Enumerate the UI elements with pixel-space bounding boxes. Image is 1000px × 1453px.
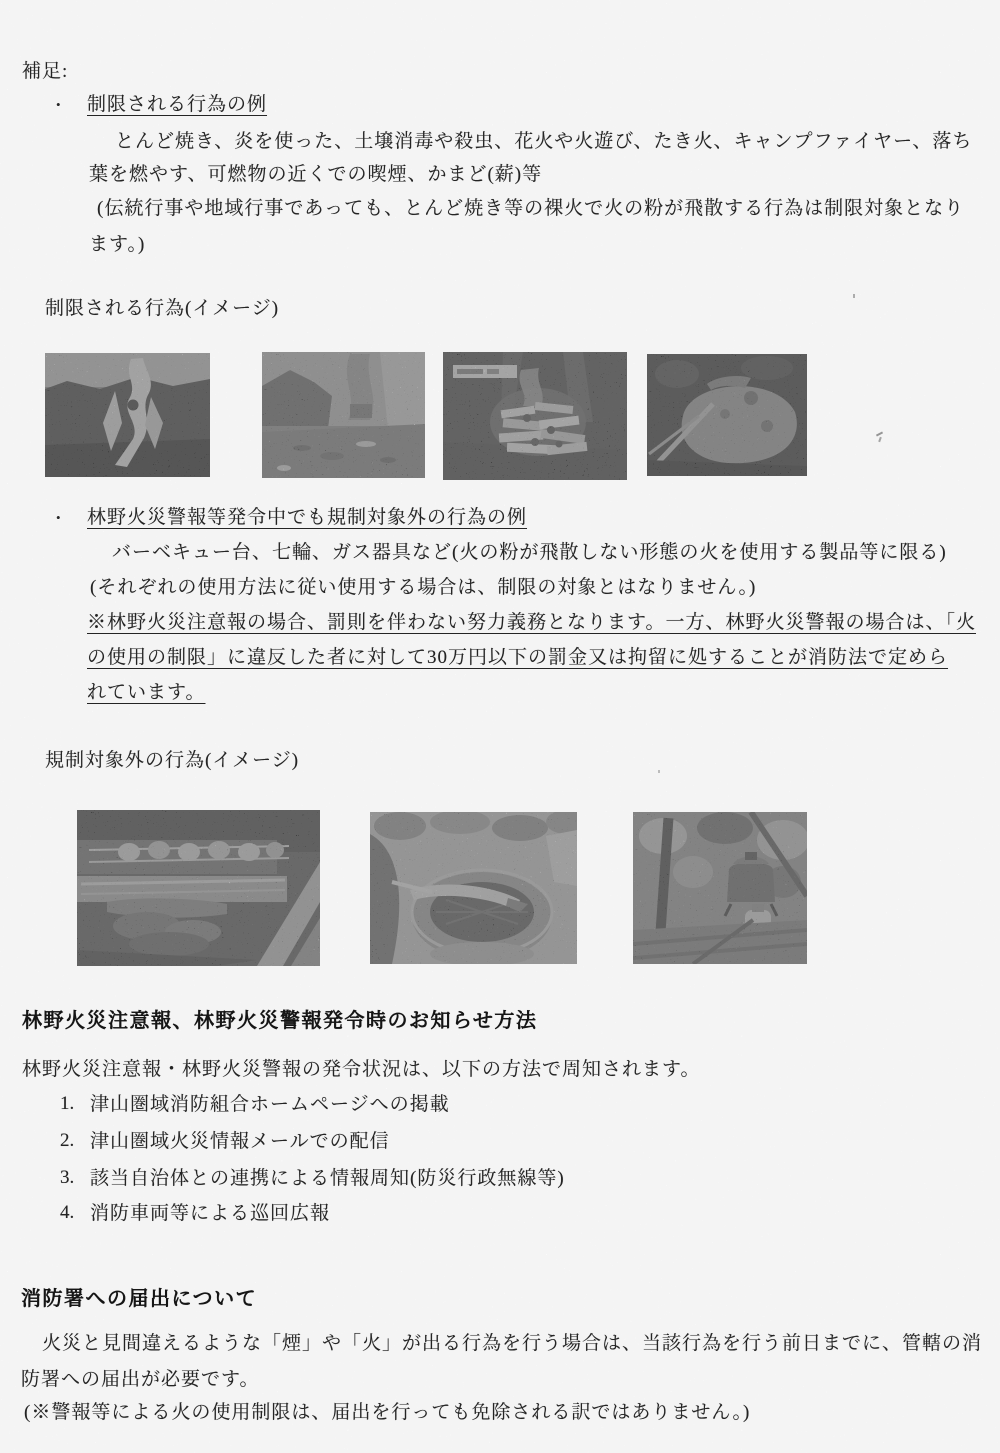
notice-item-text: 該当自治体との連携による情報周知(防災行政無線等) <box>90 1168 565 1189</box>
shichirin-grill-photo <box>370 812 577 964</box>
bullet1-line-4: ます。) <box>89 234 146 255</box>
kamado-fire-photo <box>647 354 807 476</box>
bullet2-note-line-2: の使用の制限」に違反した者に対して30万円以下の罰金又は拘留に処することが消防法で定めら <box>87 647 949 668</box>
bullet2-line-2: (それぞれの使用方法に従い使用する場合は、制限の対象とはなりません。) <box>90 577 757 598</box>
bullet2-line-1: バーベキュー台、七輪、ガス器具など(火の粉が飛散しない形態の火を使用する製品等に限る) <box>112 542 947 563</box>
bullet1-title: 制限される行為の例 <box>87 94 268 115</box>
tondo-bonfire-photo <box>45 353 210 477</box>
notice-item-number: 2. <box>60 1130 75 1151</box>
report-line-1: 火災と見間違えるような「煙」や「火」が出る行為を行う場合は、当該行為を行う前日までに、管轄の消 <box>22 1333 983 1354</box>
notice-item-number: 4. <box>60 1202 75 1223</box>
supplement-label: 補足: <box>22 61 69 82</box>
notice-item-text: 津山圏域消防組合ホームページへの掲載 <box>90 1094 450 1115</box>
bullet2-title: 林野火災警報等発令中でも規制対象外の行為の例 <box>87 507 528 528</box>
bullet2-marker: • <box>56 510 61 525</box>
notice-item-text: 消防車両等による巡回広報 <box>90 1203 331 1224</box>
bullet2-note-line-1: ※林野火災注意報の場合、罰則を伴わない努力義務となります。一方、林野火災警報の場合は、「火 <box>87 612 976 633</box>
notice-section-heading: 林野火災注意報、林野火災警報発令時のお知らせ方法 <box>22 1010 538 1032</box>
bullet2-note-line-3: れています。 <box>87 682 206 703</box>
bbq-grill-photo <box>77 810 320 966</box>
bullet1-line-2: 葉を燃やす、可燃物の近くでの喫煙、かまど(薪)等 <box>89 164 543 185</box>
report-section-heading: 消防署への届出について <box>21 1288 258 1310</box>
open-field-burning-photo <box>262 352 425 478</box>
scan-artifact <box>853 294 855 298</box>
notice-section-intro: 林野火災注意報・林野火災警報の発令状況は、以下の方法で周知されます。 <box>22 1059 701 1080</box>
scan-artifact <box>658 770 660 773</box>
notice-item-text: 津山圏域火災情報メールでの配信 <box>90 1131 390 1152</box>
notice-item-number: 3. <box>60 1167 75 1188</box>
report-line-2: 防署への届出が必要です。 <box>21 1369 260 1390</box>
bullet1-marker: • <box>56 97 61 112</box>
exempt-images-caption: 規制対象外の行為(イメージ) <box>45 750 300 771</box>
bullet1-line-1: とんど焼き、炎を使った、土壌消毒や殺虫、花火や火遊び、たき火、キャンプファイヤー、落ち <box>115 131 973 152</box>
restricted-images-caption: 制限される行為(イメージ) <box>45 298 280 319</box>
bullet1-line-3: (伝統行事や地域行事であっても、とんど焼き等の裸火で火の粉が飛散する行為は制限対象となり <box>97 198 965 219</box>
scan-artifact <box>878 437 882 442</box>
gas-burner-photo <box>633 812 807 964</box>
campfire-woodpile-photo <box>443 352 627 480</box>
report-line-3: (※警報等による火の使用制限は、届出を行っても免除される訳ではありません。) <box>24 1402 751 1423</box>
notice-item-number: 1. <box>60 1093 75 1114</box>
